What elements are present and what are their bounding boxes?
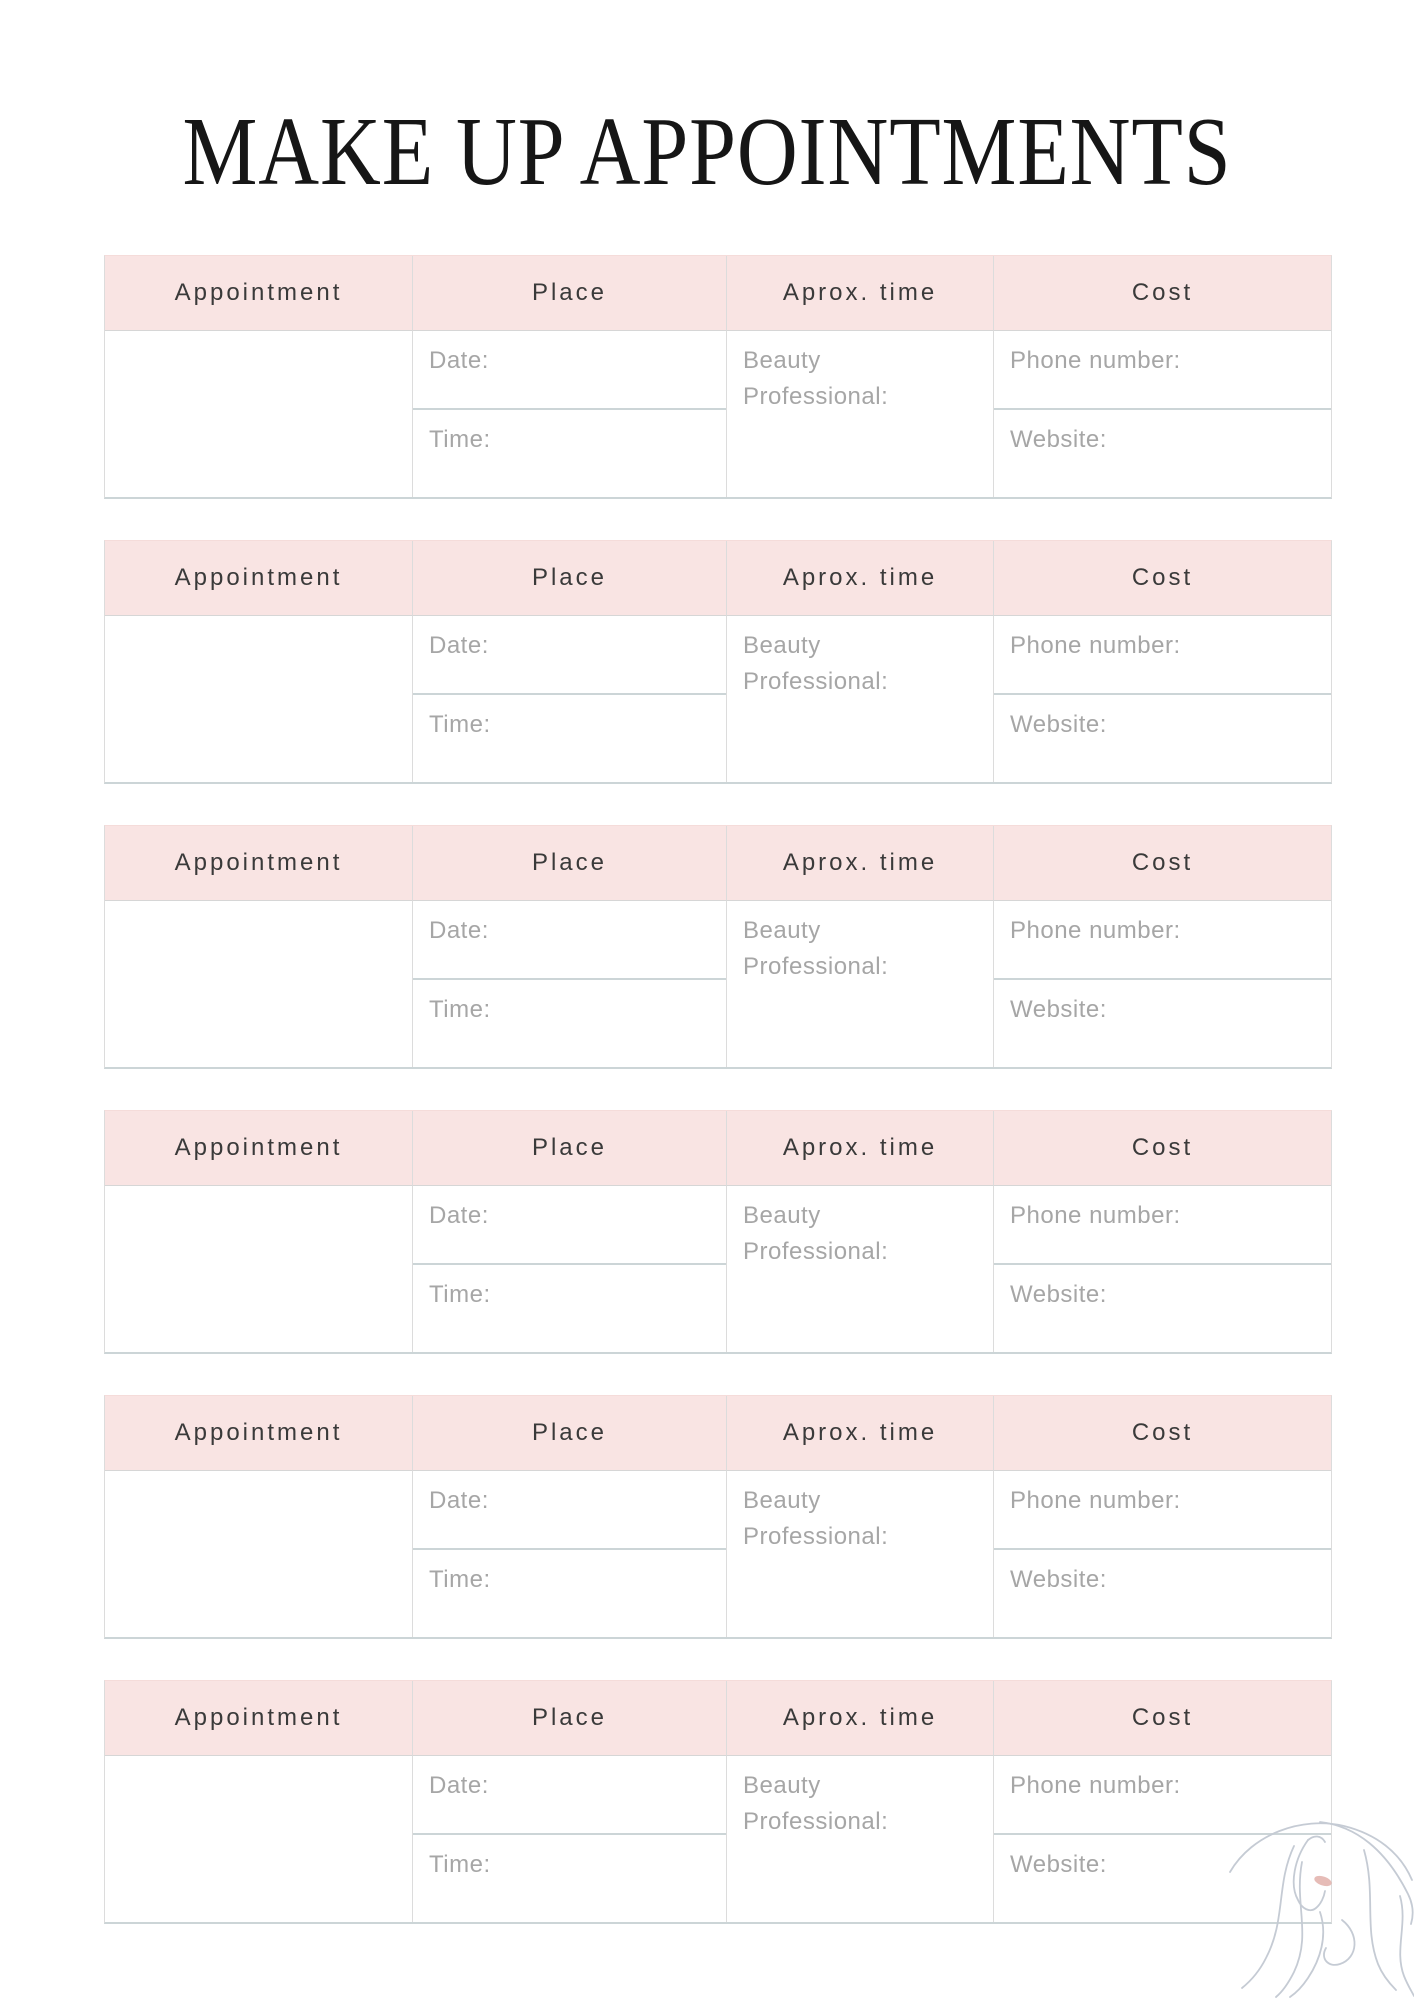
appointment-table: [104, 255, 1332, 499]
header-aprox-time: Aprox. time: [726, 1681, 993, 1756]
header-place: Place: [412, 541, 726, 616]
website-label: Website:: [1010, 711, 1107, 738]
phone-number-field[interactable]: [994, 616, 1331, 695]
header-appointment: Appointment: [105, 1396, 412, 1471]
place-cell: [412, 616, 726, 782]
website-field[interactable]: [994, 695, 1331, 782]
phone-number-label: Phone number:: [1010, 1487, 1181, 1514]
beauty-professional-field[interactable]: [727, 616, 993, 782]
header-aprox-time: Aprox. time: [726, 1111, 993, 1186]
date-field[interactable]: [413, 1186, 726, 1265]
website-field[interactable]: [994, 980, 1331, 1067]
hair-strand-mid: [1290, 1912, 1323, 1997]
hair-strand-right: [1364, 1850, 1396, 1990]
beauty-professional-label: Beauty Professional:: [743, 1202, 889, 1265]
date-field[interactable]: [413, 1471, 726, 1550]
beauty-professional-field[interactable]: [727, 331, 993, 497]
aprox-time-cell: [726, 331, 993, 497]
time-label: Time:: [429, 426, 491, 453]
aprox-time-cell: [726, 1471, 993, 1637]
beauty-professional-label: Beauty Professional:: [743, 1772, 889, 1835]
date-label: Date:: [429, 917, 489, 944]
phone-number-label: Phone number:: [1010, 347, 1181, 374]
date-field[interactable]: [413, 901, 726, 980]
header-cost: Cost: [993, 826, 1331, 901]
time-field[interactable]: [413, 980, 726, 1067]
website-label: Website:: [1010, 426, 1107, 453]
place-cell: [412, 1471, 726, 1637]
header-place: Place: [412, 1681, 726, 1756]
header-appointment: Appointment: [105, 256, 412, 331]
date-field[interactable]: [413, 331, 726, 410]
header-aprox-time: Aprox. time: [726, 256, 993, 331]
appointment-entry-cell[interactable]: [105, 331, 412, 497]
beauty-professional-label: Beauty Professional:: [743, 347, 889, 410]
appointment-entry-cell[interactable]: [105, 901, 412, 1067]
appointment-table: [104, 1680, 1332, 1924]
header-place: Place: [412, 256, 726, 331]
time-field[interactable]: [413, 410, 726, 497]
place-cell: [412, 331, 726, 497]
website-label: Website:: [1010, 1566, 1107, 1593]
header-appointment: Appointment: [105, 541, 412, 616]
hair-sweep-right: [1320, 1822, 1413, 1924]
header-cost: Cost: [993, 256, 1331, 331]
appointment-entry-cell[interactable]: [105, 616, 412, 782]
time-field[interactable]: [413, 1265, 726, 1352]
woman-face-line-art: [1224, 1800, 1414, 1998]
beauty-professional-label: Beauty Professional:: [743, 917, 889, 980]
phone-number-field[interactable]: [994, 1471, 1331, 1550]
date-label: Date:: [429, 1487, 489, 1514]
beauty-professional-field[interactable]: [727, 1756, 993, 1922]
date-field[interactable]: [413, 616, 726, 695]
website-label: Website:: [1010, 1851, 1107, 1878]
face-outline: [1294, 1840, 1325, 1910]
website-label: Website:: [1010, 996, 1107, 1023]
phone-number-label: Phone number:: [1010, 632, 1181, 659]
time-label: Time:: [429, 1566, 491, 1593]
phone-number-field[interactable]: [994, 1186, 1331, 1265]
time-label: Time:: [429, 1281, 491, 1308]
aprox-time-cell: [726, 1186, 993, 1352]
phone-number-label: Phone number:: [1010, 1202, 1181, 1229]
website-field[interactable]: [994, 410, 1331, 497]
appointment-table: [104, 825, 1332, 1069]
phone-number-field[interactable]: [994, 901, 1331, 980]
phone-number-label: Phone number:: [1010, 1772, 1181, 1799]
header-cost: Cost: [993, 541, 1331, 616]
date-label: Date:: [429, 632, 489, 659]
aprox-time-cell: [726, 616, 993, 782]
time-field[interactable]: [413, 1835, 726, 1922]
date-field[interactable]: [413, 1756, 726, 1835]
beauty-professional-label: Beauty Professional:: [743, 1487, 889, 1550]
appointment-tables: [104, 255, 1332, 1965]
appointment-entry-cell[interactable]: [105, 1186, 412, 1352]
header-aprox-time: Aprox. time: [726, 541, 993, 616]
header-cost: Cost: [993, 1111, 1331, 1186]
beauty-professional-field[interactable]: [727, 1186, 993, 1352]
aprox-time-cell: [726, 1756, 993, 1922]
appointment-table: [104, 1110, 1332, 1354]
header-appointment: Appointment: [105, 1681, 412, 1756]
date-label: Date:: [429, 1202, 489, 1229]
hair-curl: [1324, 1920, 1355, 1965]
appointment-table: [104, 540, 1332, 784]
time-field[interactable]: [413, 695, 726, 782]
website-field[interactable]: [994, 1265, 1331, 1352]
place-cell: [412, 1186, 726, 1352]
appointment-entry-cell[interactable]: [105, 1471, 412, 1637]
cost-cell: [993, 1186, 1331, 1352]
time-label: Time:: [429, 996, 491, 1023]
time-field[interactable]: [413, 1550, 726, 1637]
place-cell: [412, 1756, 726, 1922]
header-aprox-time: Aprox. time: [726, 826, 993, 901]
forehead-curve: [1308, 1836, 1325, 1842]
header-place: Place: [412, 826, 726, 901]
cost-cell: [993, 1471, 1331, 1637]
appointment-table: [104, 1395, 1332, 1639]
hair-strand-left: [1242, 1846, 1294, 1988]
date-label: Date:: [429, 347, 489, 374]
header-appointment: Appointment: [105, 826, 412, 901]
cost-cell: [993, 331, 1331, 497]
lips: [1313, 1874, 1333, 1888]
website-label: Website:: [1010, 1281, 1107, 1308]
cost-cell: [993, 616, 1331, 782]
time-label: Time:: [429, 1851, 491, 1878]
phone-number-field[interactable]: [994, 331, 1331, 410]
aprox-time-cell: [726, 901, 993, 1067]
beauty-professional-field[interactable]: [727, 901, 993, 1067]
header-aprox-time: Aprox. time: [726, 1396, 993, 1471]
page-title: MAKE UP APPOINTMENTS: [182, 98, 1232, 206]
appointment-entry-cell[interactable]: [105, 1756, 412, 1922]
header-place: Place: [412, 1111, 726, 1186]
beauty-professional-field[interactable]: [727, 1471, 993, 1637]
place-cell: [412, 901, 726, 1067]
header-cost: Cost: [993, 1396, 1331, 1471]
hair-strand-left-2: [1276, 1862, 1302, 1997]
header-cost: Cost: [993, 1681, 1331, 1756]
time-label: Time:: [429, 711, 491, 738]
website-field[interactable]: [994, 1550, 1331, 1637]
hair-sweep-top: [1230, 1823, 1412, 1880]
date-label: Date:: [429, 1772, 489, 1799]
phone-number-label: Phone number:: [1010, 917, 1181, 944]
beauty-professional-label: Beauty Professional:: [743, 632, 889, 695]
header-appointment: Appointment: [105, 1111, 412, 1186]
header-place: Place: [412, 1396, 726, 1471]
cost-cell: [993, 901, 1331, 1067]
